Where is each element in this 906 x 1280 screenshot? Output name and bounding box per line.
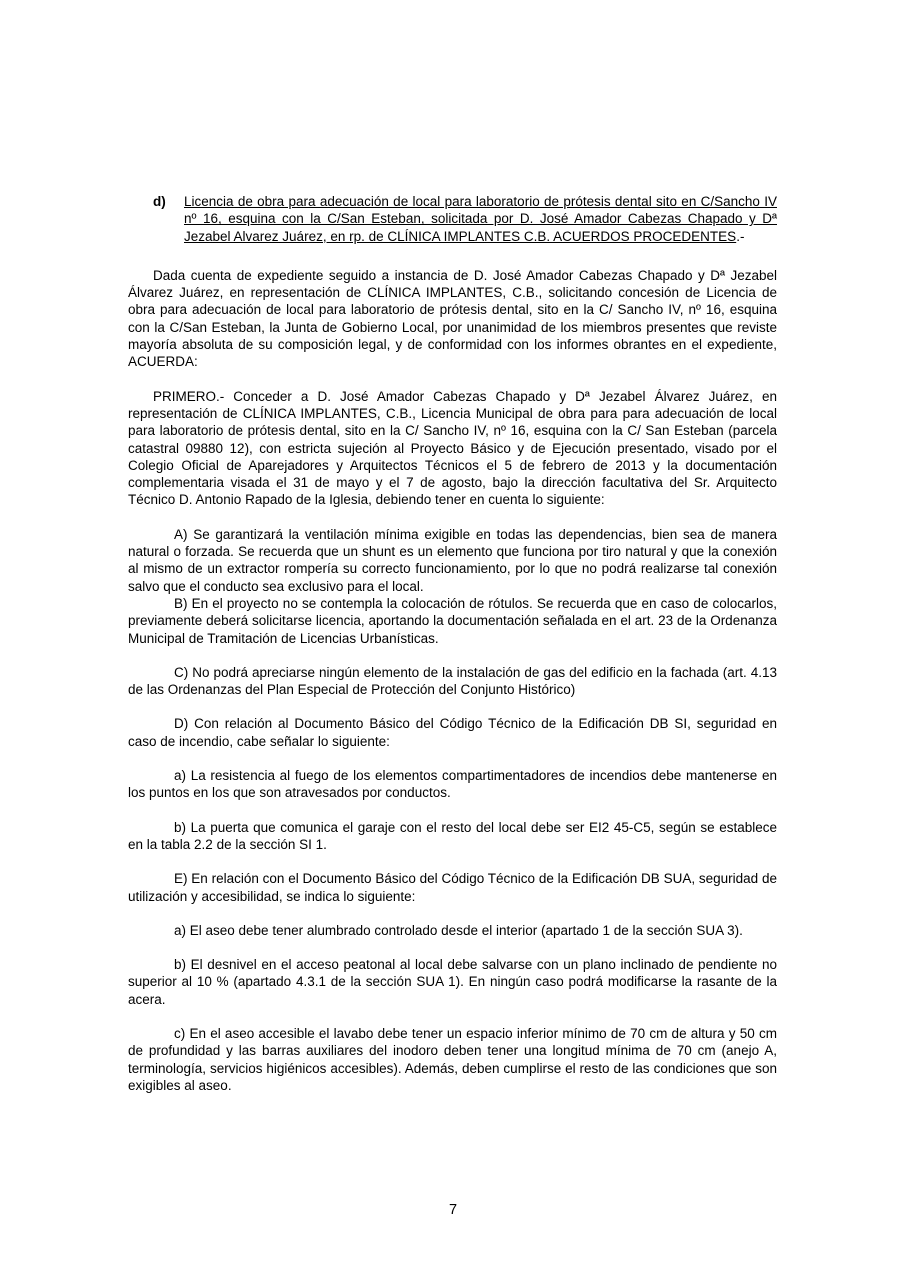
condition-a-ventilacion: A) Se garantizará la ventilación mínima exigible en todas las dependencias, bien sea de manera natural o forzada. Se recuerda que un shunt es un elemento que funciona por tiro natural y que la conexión al mismo de un extractor rompería su correcto funcionamiento, por lo que no podrá realizarse tal conexión salvo que el conducto sea exclusivo para el local. <box>128 526 777 594</box>
agenda-item-title-wrap <box>184 194 777 244</box>
agenda-item-letter: d) <box>153 194 166 209</box>
subcondition-b-desnivel-acceso: b) El desnivel en el acceso peatonal al local debe salvarse con un plano inclinado de pendiente no superior al 10 % (apartado 4.3.1 de la sección SUA 1). En ningún caso podrá modificarse la rasante de la acera. <box>128 957 777 1007</box>
agenda-item-heading <box>128 193 777 245</box>
document-body <box>128 193 777 1094</box>
agenda-item-suffix: .- <box>736 228 745 244</box>
subcondition-a-aseo-alumbrado: a) El aseo debe tener alumbrado controlado desde el interior (apartado 1 de la sección SUA 3). <box>174 922 743 938</box>
condition-b-rotulos: B) En el proyecto no se contempla la colocación de rótulos. Se recuerda que en caso de colocarlos, previamente deberá solicitarse licencia, aportando la documentación señalada en el art. 23 de la Ordenanza Municipal de Tramitación de Licencias Urbanísticas. <box>128 595 777 646</box>
condition-c-gas-fachada: C) No podrá apreciarse ningún elemento de la instalación de gas del edificio en la fachada (art. 4.13 de las Ordenanzas del Plan Especial de Protección del Conjunto Histórico) <box>128 664 777 698</box>
condition-e-db-sua: E) En relación con el Documento Básico del Código Técnico de la Edificación DB SUA, seguridad de utilización y accesibilidad, se indica lo siguiente: <box>128 871 777 904</box>
subcondition-a-resistencia-fuego: a) La resistencia al fuego de los elementos compartimentadores de incendios debe mantenerse en los puntos en los que son atravesados por conductos. <box>128 768 777 801</box>
agenda-item-title: Licencia de obra para adecuación de local para laboratorio de prótesis dental sito en C/Sancho IV nº 16, esquina con la C/San Esteban, solicitada por D. José Amador Cabezas Chapado y Dª Jezabel Alvarez Juárez, en rp. de CLÍNICA IMPLANTES C.B. ACUERDOS PROCEDENTES <box>184 194 777 244</box>
paragraph-dada-cuenta: Dada cuenta de expediente seguido a instancia de D. José Amador Cabezas Chapado y Dª Jezabel Álvarez Juárez, en representación de CLÍNICA IMPLANTES, C.B., solicitando concesión de Licencia de obra para adecuación de local para laboratorio de prótesis dental, sito en la C/ Sancho IV, nº 16, esquina con la C/San Esteban, la Junta de Gobierno Local, por unanimidad de los miembros presentes que reviste mayoría absoluta de su composición legal, y de conformidad con los informes obrantes en el expediente, ACUERDA: <box>128 267 777 370</box>
paragraph-primero: PRIMERO.- Conceder a D. José Amador Cabezas Chapado y Dª Jezabel Álvarez Juárez, en representación de CLÍNICA IMPLANTES, C.B., Licencia Municipal de obra para para adecuación de local para laboratorio de prótesis dental, sito en la C/ Sancho IV, nº 16, esquina con la C/ San Esteban (parcela catastral 09880 12), con estricta sujeción al Proyecto Básico y de Ejecución presentado, visado por el Colegio Oficial de Aparejadores y Arquitectos Técnicos el 5 de febrero de 2013 y la documentación complementaria visada el 31 de mayo y el 7 de agosto, bajo la dirección facultativa del Sr. Arquitecto Técnico D. Antonio Rapado de la Iglesia, debiendo tener en cuenta lo siguiente: <box>128 388 777 508</box>
page-number: 7 <box>448 1202 458 1218</box>
condition-d-db-si: D) Con relación al Documento Básico del Código Técnico de la Edificación DB SI, seguridad en caso de incendio, cabe señalar lo siguiente: <box>128 716 777 749</box>
subcondition-b-puerta-garaje: b) La puerta que comunica el garaje con el resto del local debe ser EI2 45-C5, según se establece en la tabla 2.2 de la sección SI 1. <box>128 819 777 852</box>
subcondition-c-aseo-accesible: c) En el aseo accesible el lavabo debe tener un espacio inferior mínimo de 70 cm de altura y 50 cm de profundidad y las barras auxiliares del inodoro deben tener una longitud mínima de 70 cm (anejo A, terminología, servicios higiénicos accesibles). Además, deben cumplirse el resto de las condiciones que son exigibles al aseo. <box>128 1025 777 1093</box>
